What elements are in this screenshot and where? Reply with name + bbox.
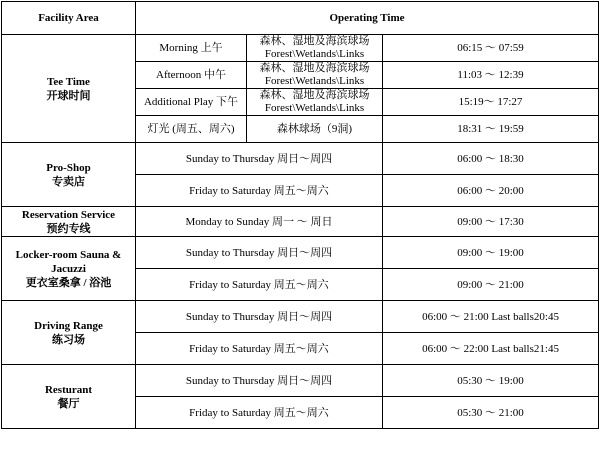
days-cell: Sunday to Thursday 周日～周四: [136, 301, 383, 333]
table-row: [2, 35, 599, 62]
area-name-en: Resturant: [44, 383, 93, 396]
area-name-en: Pro-Shop: [46, 161, 91, 174]
course-name-zh: 森林、湿地及海滨球场: [259, 62, 370, 74]
table-row: [2, 143, 599, 175]
days-cell: Friday to Saturday 周五～周六: [136, 269, 383, 301]
tee-time-cell: 18:31 ～ 19:59: [383, 116, 599, 143]
course-name-zh: 森林、湿地及海滨球场: [259, 35, 370, 47]
tee-time-cell: 11:03 ～ 12:39: [383, 62, 599, 89]
area-name-zh: 练习场: [52, 333, 85, 346]
restaurant-area-cell: [2, 365, 136, 429]
area-name-zh: 开球时间: [46, 89, 91, 102]
tee-time-cell: 15:19～ 17:27: [383, 89, 599, 116]
tee-course-cell: [247, 89, 383, 116]
area-name-en: Reservation Service: [21, 208, 116, 221]
hours-cell: 06:00 ～ 22:00 Last balls21:45: [383, 333, 599, 365]
tee-course-cell: [247, 62, 383, 89]
hours-cell: 05:30 ～ 21:00: [383, 397, 599, 429]
tee-course-cell: 森林球场（9洞): [247, 116, 383, 143]
tee-period-cell: Additional Play 下午: [136, 89, 247, 116]
hours-cell: 05:30 ～ 19:00: [383, 365, 599, 397]
area-name-en: Driving Range: [34, 319, 103, 332]
days-cell: Friday to Saturday 周五～周六: [136, 333, 383, 365]
days-cell: Sunday to Thursday 周日～周四: [136, 143, 383, 175]
locker-room-area-cell: [2, 237, 136, 301]
hours-cell: 09:00 ～ 21:00: [383, 269, 599, 301]
hours-cell: 06:00 ～ 18:30: [383, 143, 599, 175]
tee-time-area-cell: [2, 35, 136, 143]
days-cell: Monday to Sunday 周一 ～ 周日: [136, 207, 383, 237]
days-cell: Friday to Saturday 周五～周六: [136, 175, 383, 207]
operating-hours-table: [1, 1, 599, 429]
area-name-zh: 餐厅: [57, 397, 80, 410]
pro-shop-area-cell: [2, 143, 136, 207]
table-row: [2, 365, 599, 397]
days-cell: Sunday to Thursday 周日～周四: [136, 365, 383, 397]
area-name-zh: 专卖店: [52, 175, 85, 188]
operating-time-header: Operating Time: [136, 2, 599, 35]
course-name-en: Forest\Wetlands\Links: [264, 102, 365, 114]
facility-area-header: Facility Area: [2, 2, 136, 35]
tee-course-cell: [247, 35, 383, 62]
table-row: [2, 237, 599, 269]
hours-cell: 09:00 ～ 19:00: [383, 237, 599, 269]
hours-cell: 09:00 ～ 17:30: [383, 207, 599, 237]
tee-period-cell: 灯光 (周五、周六): [136, 116, 247, 143]
hours-cell: 06:00 ～ 21:00 Last balls20:45: [383, 301, 599, 333]
area-name-en: Tee Time: [47, 75, 90, 88]
tee-period-cell: Afternoon 中午: [136, 62, 247, 89]
tee-time-cell: 06:15 ～ 07:59: [383, 35, 599, 62]
course-name-en: Forest\Wetlands\Links: [264, 75, 365, 87]
course-name-en: Forest\Wetlands\Links: [264, 48, 365, 60]
table-row: [2, 207, 599, 237]
area-name-zh: 预约专线: [46, 222, 91, 235]
reservation-area-cell: [2, 207, 136, 237]
tee-period-cell: Morning 上午: [136, 35, 247, 62]
driving-range-area-cell: [2, 301, 136, 365]
area-name-zh: 更衣室桑拿 / 浴池: [25, 276, 112, 289]
hours-cell: 06:00 ～ 20:00: [383, 175, 599, 207]
area-name-en: Locker-room Sauna & Jacuzzi: [15, 248, 122, 275]
table-row: [2, 301, 599, 333]
course-name-zh: 森林、湿地及海滨球场: [259, 89, 370, 101]
days-cell: Friday to Saturday 周五～周六: [136, 397, 383, 429]
header-row: [2, 2, 599, 35]
days-cell: Sunday to Thursday 周日～周四: [136, 237, 383, 269]
